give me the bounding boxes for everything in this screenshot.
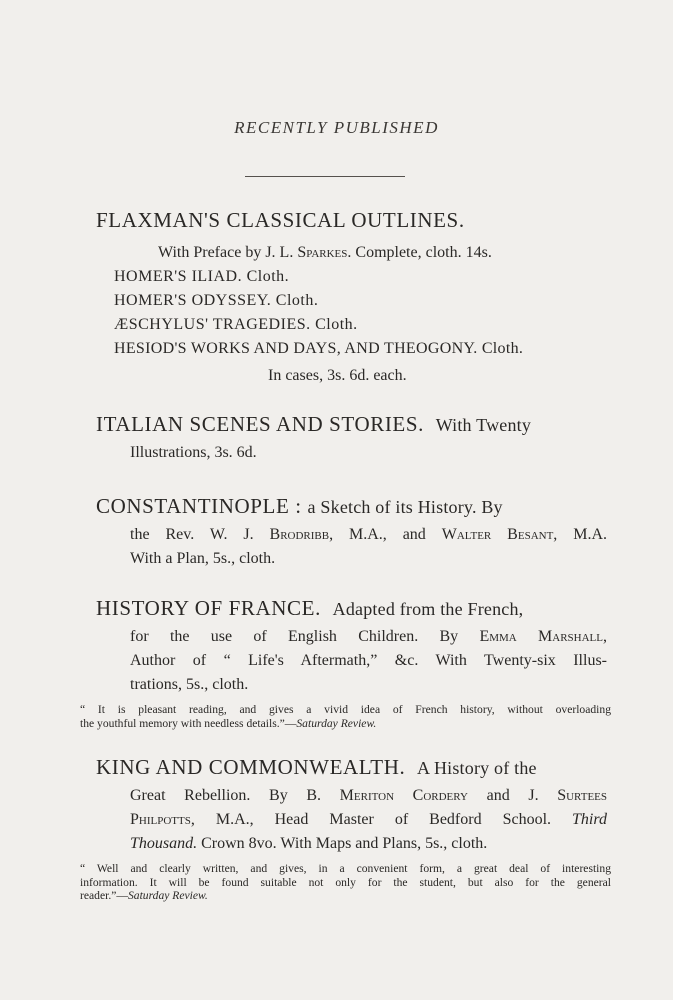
- title-desc: Adapted from the French,: [332, 599, 524, 619]
- line-text: for the use of English Children. By: [130, 628, 480, 645]
- title-text: CONSTANTINOPLE :: [96, 494, 302, 518]
- quote-source: Saturday Review.: [296, 716, 377, 730]
- title-desc: With Twenty: [435, 415, 532, 435]
- list-item: HOMER'S ODYSSEY. Cloth.: [114, 292, 319, 309]
- quote-line: information. It will be found suitable not only for the student, but also for the general: [80, 875, 611, 889]
- entry-line: Author of “ Life's Aftermath,” &c. With Twenty-six Illus-: [130, 652, 607, 669]
- line-text: , M.A., Head Master of Bedford School.: [190, 811, 573, 828]
- list-item: HESIOD'S WORKS AND DAYS, AND THEOGONY. Cloth.: [114, 340, 524, 357]
- author-name: Surtees: [557, 787, 607, 804]
- author-name: Meriton Cordery: [339, 787, 468, 804]
- entry-line: [96, 832, 607, 856]
- title-text: ITALIAN SCENES AND STORIES.: [96, 412, 424, 436]
- preface-author: Sparkes: [297, 244, 348, 261]
- title-desc: A History of the: [417, 758, 537, 778]
- page-heading: RECENTLY PUBLISHED: [234, 118, 439, 137]
- edition-text: Third: [572, 811, 607, 828]
- entry-constantinople: [96, 494, 607, 571]
- quote-line: [80, 889, 611, 903]
- list-item: HOMER'S ILIAD. Cloth.: [114, 268, 290, 285]
- entry-title: [96, 755, 607, 780]
- title-text: KING AND COMMONWEALTH.: [96, 755, 406, 779]
- divider-rule: [245, 176, 405, 177]
- author-name: Emma Marshall: [479, 628, 603, 645]
- title-text: HISTORY OF FRANCE.: [96, 596, 321, 620]
- author-name: Walter Besant: [441, 526, 554, 543]
- preface-text: With Preface by J. L.: [158, 244, 298, 261]
- list-item: ÆSCHYLUS' TRAGEDIES. Cloth.: [114, 316, 358, 333]
- review-quote: [80, 703, 611, 730]
- entry-title: [96, 596, 607, 621]
- line-text: Great Rebellion. By B.: [130, 787, 340, 804]
- entry-price: In cases, 3s. 6d. each.: [268, 367, 407, 384]
- line-text: ,: [603, 628, 607, 645]
- quote-line: [80, 717, 611, 731]
- entry-title: [96, 412, 607, 437]
- line-text: and J.: [467, 787, 558, 804]
- edition-text: Thousand.: [130, 835, 198, 852]
- entry-line: With a Plan, 5s., cloth.: [130, 550, 276, 567]
- line-text: , M.A., and: [329, 526, 442, 543]
- quote-line: “ Well and clearly written, and gives, in a convenient form, a great deal of interesting: [80, 862, 611, 875]
- quote-text: the youthful memory with needless details.”—: [80, 716, 297, 730]
- entry-title: [96, 494, 607, 519]
- entry-king-and-commonwealth: [80, 755, 611, 903]
- line-text: Crown 8vo. With Maps and Plans, 5s., cloth.: [197, 835, 488, 852]
- quote-source: Saturday Review.: [127, 889, 208, 902]
- entry-italian-scenes: [96, 412, 607, 465]
- author-name: Philpotts: [130, 811, 191, 828]
- entry-line: [96, 784, 607, 808]
- entry-title: FLAXMAN'S CLASSICAL OUTLINES.: [96, 208, 465, 232]
- quote-line: “ It is pleasant reading, and gives a vivid idea of French history, without overloading: [80, 703, 611, 716]
- line-text: the Rev. W. J.: [130, 526, 270, 543]
- entry-history-of-france: [80, 596, 611, 730]
- preface-price: . Complete, cloth. 14s.: [347, 244, 492, 261]
- line-text: , M.A.: [553, 526, 607, 543]
- entry-line: Illustrations, 3s. 6d.: [130, 444, 257, 461]
- entry-flaxman: [96, 208, 607, 388]
- entry-preface: [96, 241, 607, 265]
- entry-line: [96, 808, 607, 832]
- author-name: Brodribb: [269, 526, 330, 543]
- review-quote: [80, 862, 611, 903]
- title-desc: a Sketch of its History. By: [307, 497, 503, 517]
- entry-line: [96, 625, 607, 649]
- quote-text: reader.”—: [80, 889, 128, 902]
- entry-line: [96, 523, 607, 547]
- entry-line: trations, 5s., cloth.: [130, 676, 249, 693]
